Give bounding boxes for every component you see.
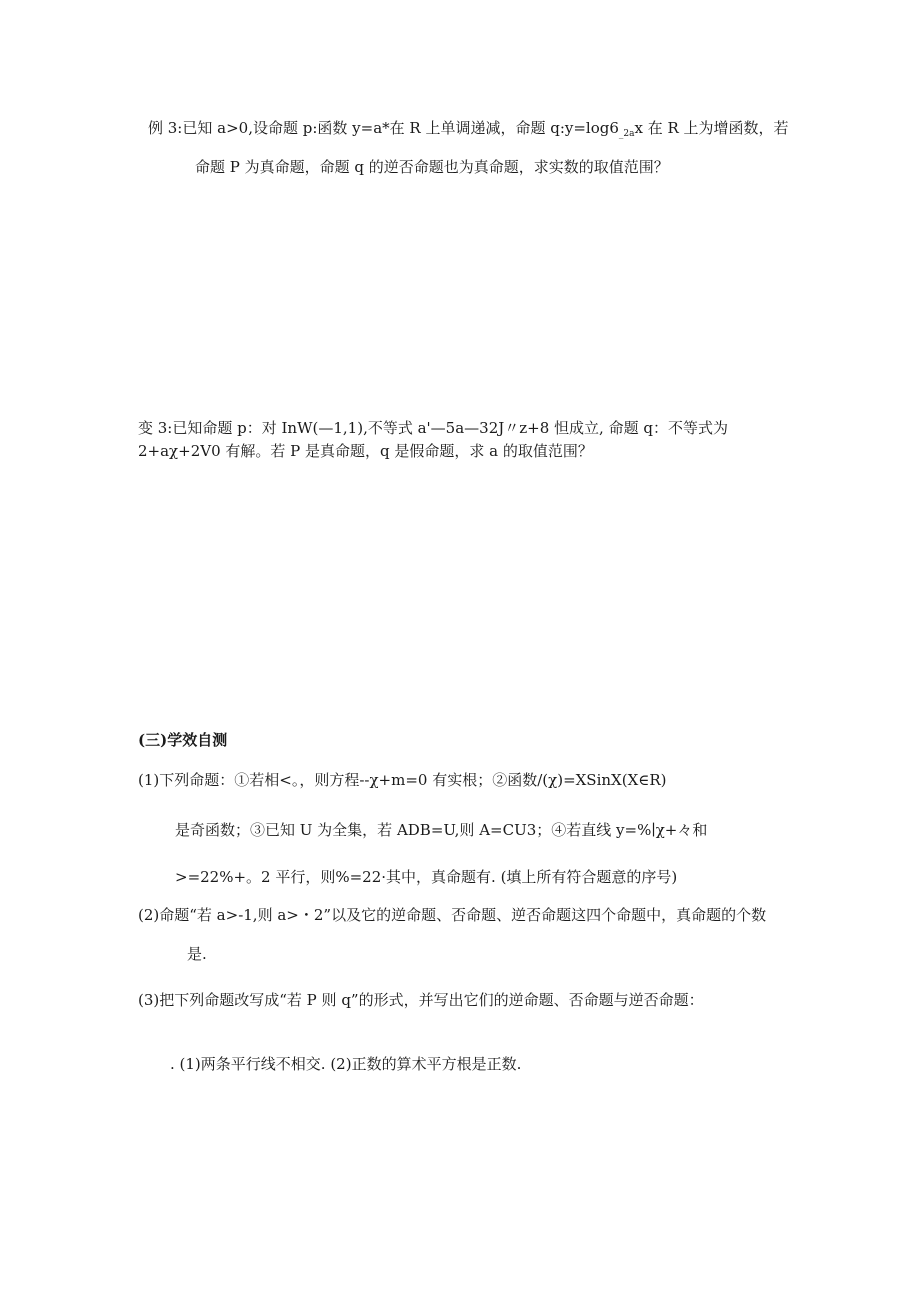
question-1-line-1: (1)下列命题：①若相<。，则方程--χ+m=0 有实根；②函数/(χ)=XSinX(X∈R) [138,771,667,789]
question-2-line-2: 是. [187,945,207,963]
example-3-line-2: 命题 P 为真命题，命题 q 的逆否命题也为真命题，求实数的取值范围？ [195,158,669,176]
question-3-line-2: . (1)两条平行线不相交. (2)正数的算术平方根是正数. [170,1055,522,1073]
question-2-line-1: (2)命题“若 a>-1,则 a>・2”以及它的逆命题、否命题、逆否命题这四个命题中，真命题的个数 [138,906,767,924]
example-3-line-1 [148,118,789,144]
example-3-text-a: 例 3:已知 a>0,设命题 p:函数 y=a*在 R 上单调递减，命题 q:y=log6 [148,119,619,137]
section-heading: (三)学效自测 [138,731,228,749]
example-3-text-b: x 在 R 上为增函数，若 [634,119,789,137]
variant-3-line-1: 变 3:已知命题 p：对 InW(—1,1),不等式 a'—5a—32J〃z+8 怛成立, 命题 q：不等式为 [138,419,728,437]
question-3-line-1: (3)把下列命题改写成“若 P 则 q”的形式，并写出它们的逆命题、否命题与逆否命题： [138,991,704,1009]
example-3-subscript: _2a [618,129,635,139]
question-1-line-2: 是奇函数；③已知 U 为全集，若 ADB=U,则 A=CU3；④若直线 y=%∣χ+々和 [175,821,708,839]
variant-3-line-2: 2+aχ+2V0 有解。若 P 是真命题，q 是假命题，求 a 的取值范围？ [138,442,593,460]
question-1-line-3: >=22%+。2 平行，则%=22·其中，真命题有. (填上所有符合题意的序号) [175,868,678,886]
